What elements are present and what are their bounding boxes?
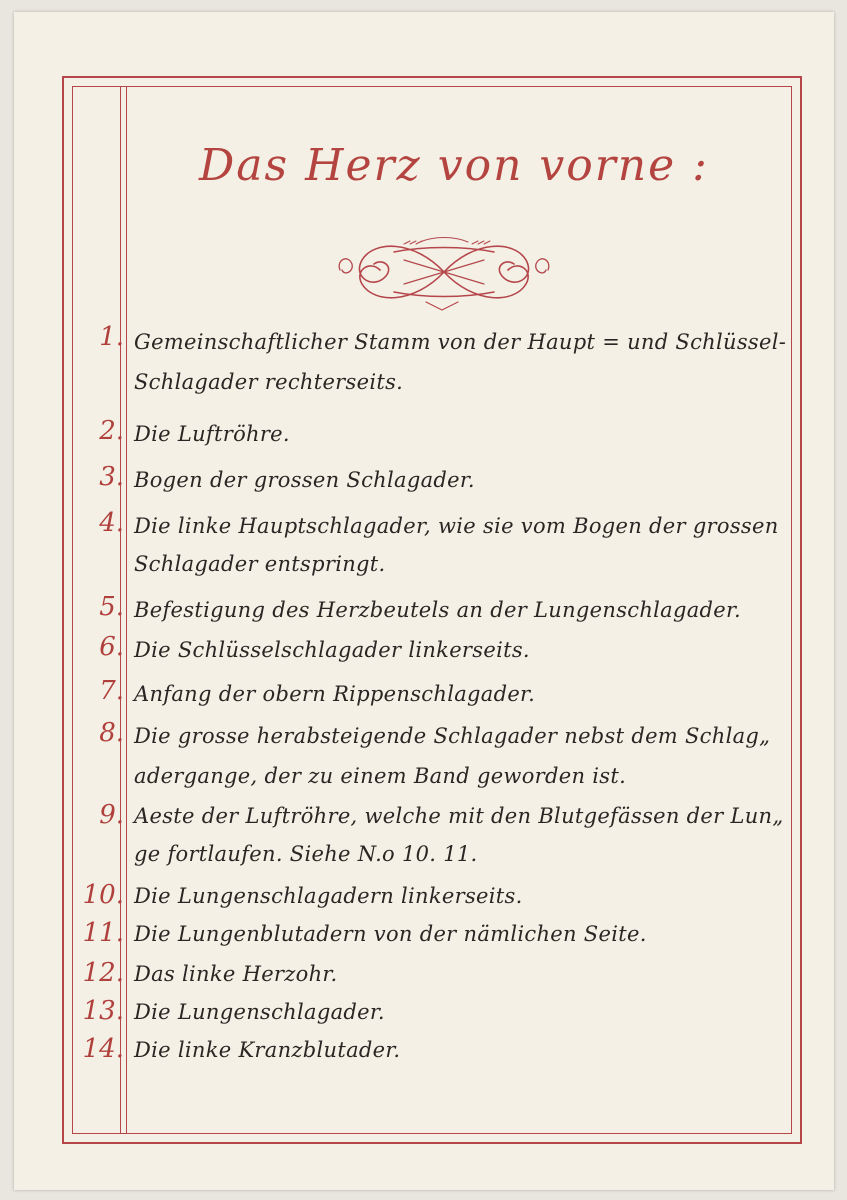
entry-text-1-line-1: Gemeinschaftlicher Stamm von der Haupt = und Schlüssel-: [134, 330, 787, 354]
manuscript-sheet: [14, 12, 834, 1190]
entry-number-5: 5.: [99, 592, 124, 622]
calligraphic-flourish-ornament: [334, 230, 554, 314]
entry-text-5: Befestigung des Herzbeutels an der Lungenschlagader.: [134, 598, 742, 622]
entry-text-8-line-1: Die grosse herabsteigende Schlagader nebst dem Schlag„: [134, 724, 771, 748]
entry-text-10: Die Lungenschlagadern linkerseits.: [134, 884, 523, 908]
entry-number-3: 3.: [99, 462, 124, 492]
entry-number-7: 7.: [99, 676, 124, 706]
entry-number-1: 1.: [99, 322, 124, 352]
entry-text-4-line-2: Schlagader entspringt.: [134, 552, 386, 576]
entry-number-12: 12.: [82, 958, 124, 988]
entry-text-4-line-1: Die linke Hauptschlagader, wie sie vom Bogen der grossen: [134, 514, 779, 538]
entry-number-8: 8.: [99, 718, 124, 748]
margin-rule-second: [126, 86, 127, 1134]
entry-number-6: 6.: [99, 632, 124, 662]
entry-text-9-line-2: ge fortlaufen. Siehe N.o 10. 11.: [134, 842, 478, 866]
entry-text-14: Die linke Kranzblutader.: [134, 1038, 401, 1062]
entry-text-13: Die Lungenschlagader.: [134, 1000, 385, 1024]
entry-number-10: 10.: [82, 880, 124, 910]
entry-text-6: Die Schlüsselschlagader linkerseits.: [134, 638, 530, 662]
entry-text-11: Die Lungenblutadern von der nämlichen Seite.: [134, 922, 647, 946]
entry-text-7: Anfang der obern Rippenschlagader.: [134, 682, 536, 706]
entry-text-8-line-2: adergange, der zu einem Band geworden ist.: [134, 764, 627, 788]
entry-number-14: 14.: [82, 1034, 124, 1064]
entry-text-1-line-2: Schlagader rechterseits.: [134, 370, 404, 394]
page-title: Das Herz von vorne :: [199, 140, 709, 191]
entry-text-3: Bogen der grossen Schlagader.: [134, 468, 475, 492]
entry-number-9: 9.: [99, 800, 124, 830]
entry-number-4: 4.: [99, 508, 124, 538]
entry-number-2: 2.: [99, 416, 124, 446]
entry-number-13: 13.: [82, 996, 124, 1026]
entry-number-11: 11.: [82, 918, 124, 948]
entry-text-12: Das linke Herzohr.: [134, 962, 338, 986]
entry-text-9-line-1: Aeste der Luftröhre, welche mit den Blutgefässen der Lun„: [134, 804, 784, 828]
entry-text-2: Die Luftröhre.: [134, 422, 290, 446]
